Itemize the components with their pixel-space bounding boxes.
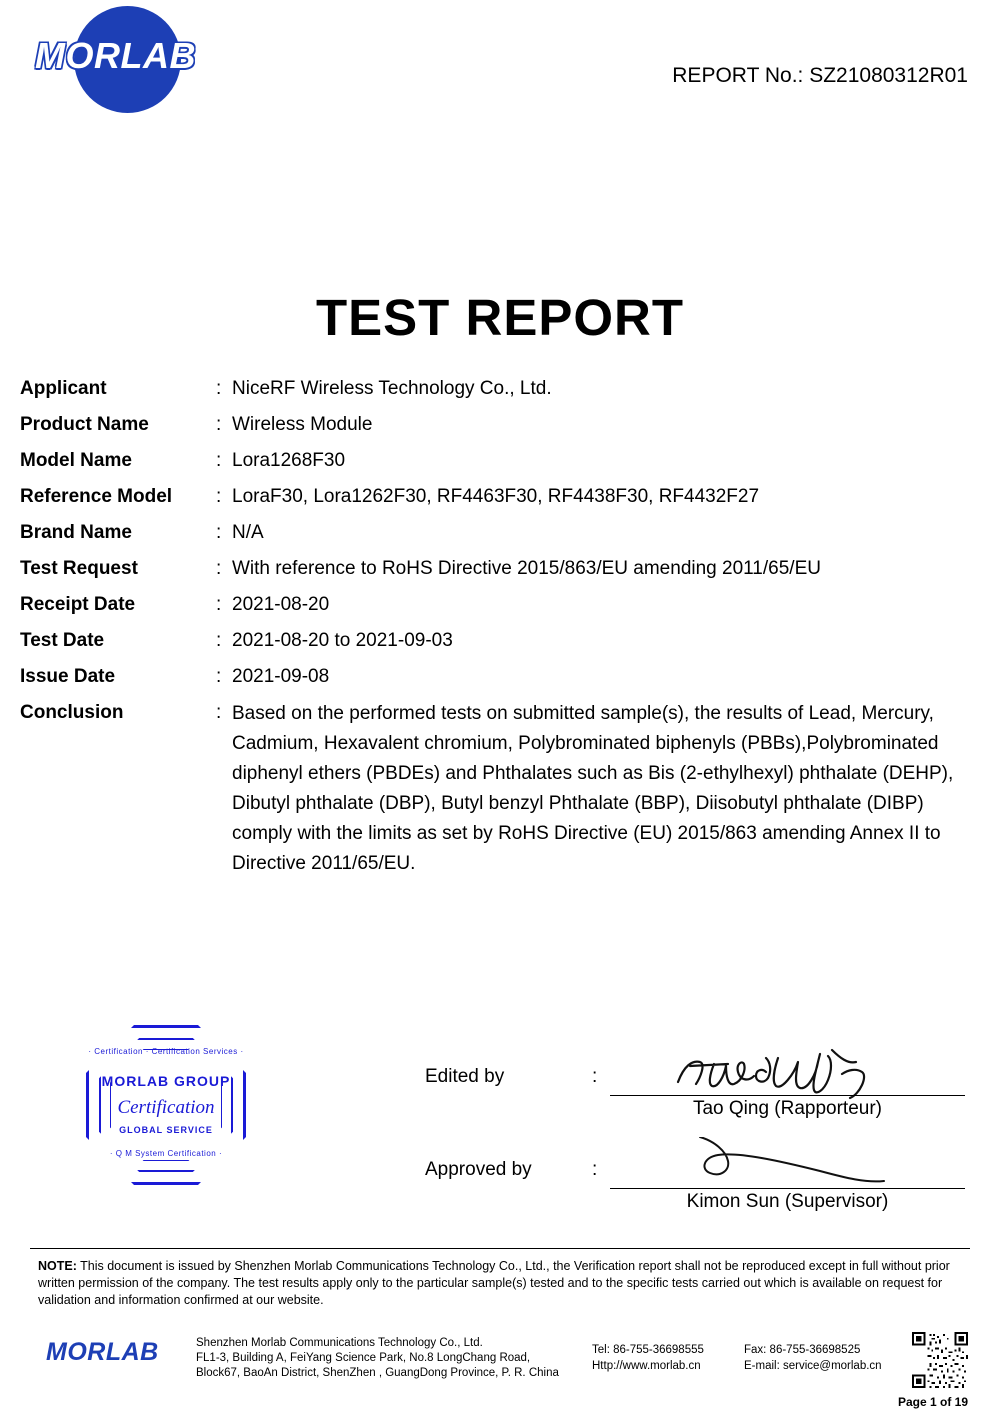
info-row-test-date [20,627,980,655]
info-value: LoraF30, Lora1262F30, RF4463F30, RF4438F30, RF4432F27 [232,486,760,507]
info-value: Based on the performed tests on submitted sample(s), the results of Lead, Mercury, Cadmium, Hexavalent chromium, Polybrominated biphenyls (PBBs),Polybrominated diphenyl ethers (PBDEs) and Phthalates such as Bis (2-ethylhexyl) phthalate (DEHP), Dibutyl phthalate (DBP), Butyl benzyl Phthalate (BBP), Diisobutyl phthalate (DIBP) comply with the limits as set by RoHS Directive (EU) 2015/863 amending Annex II to Directive 2011/65/EU. [232,703,954,874]
info-row-brand-name [20,519,980,547]
signature-area [0,1020,1000,1230]
note-separator [30,1248,970,1249]
edited-by-name: Tao Qing (Rapporteur) [692,1098,883,1119]
handwritten-signature-tao-qing [670,1044,910,1102]
info-value: 2021-08-20 [232,594,330,615]
info-colon: : [216,558,222,579]
info-label: Conclusion [20,702,124,723]
approved-by-line [610,1188,965,1189]
approved-by-colon: : [592,1159,598,1180]
signature-row-approved-by [425,1155,965,1215]
info-row-issue-date [20,663,980,691]
note-prefix: NOTE: [38,1259,77,1273]
stamp-arc-bottom-text: · Q M System Certification · [109,1149,223,1158]
edited-by-label: Edited by [425,1066,505,1087]
info-row-model-name [20,447,980,475]
note-block [38,1258,958,1309]
footer-email[interactable]: E-mail: service@morlab.cn [744,1360,882,1372]
info-value: N/A [232,522,264,543]
info-value: NiceRF Wireless Technology Co., Ltd. [232,378,552,399]
footer-contact [592,1342,882,1374]
stamp-global-text: GLOBAL SERVICE [119,1125,213,1135]
certification-stamp [86,1025,246,1185]
info-colon: : [216,702,222,723]
edited-by-colon: : [592,1066,598,1087]
info-row-test-request [20,555,980,583]
info-value: 2021-08-20 to 2021-09-03 [232,630,453,651]
page-title: TEST REPORT [315,289,685,346]
info-value: With reference to RoHS Directive 2015/863/EU amending 2011/65/EU [232,558,821,579]
report-number: REPORT No.: SZ21080312R01 [672,64,968,87]
footer-fax: Fax: 86-755-36698525 [744,1344,861,1356]
footer-address-line-2: FL1-3, Building A, FeiYang Science Park, No.8 LongChang Road, [196,1352,531,1364]
edited-by-line [610,1095,965,1096]
info-label: Reference Model [20,486,173,507]
info-value: Lora1268F30 [232,450,346,471]
stamp-arc-top-text: · Certification · Certification Services · [88,1047,244,1056]
info-colon: : [216,486,222,507]
info-row-applicant [20,375,980,403]
page-header [0,0,1000,130]
info-row-reference-model [20,483,980,511]
footer-tel: Tel: 86-755-36698555 [592,1344,704,1356]
stamp-main-text: MORLAB GROUP [101,1073,231,1089]
info-label: Applicant [20,378,107,399]
info-colon: : [216,378,222,399]
info-colon: : [216,522,222,543]
info-colon: : [216,414,222,435]
info-label: Model Name [20,450,132,471]
info-colon: : [216,594,222,615]
morlab-logo [28,6,203,118]
footer-address-line-1: Shenzhen Morlab Communications Technology Co., Ltd. [196,1337,483,1349]
info-colon: : [216,630,222,651]
footer-logo: MORLAB [46,1338,159,1366]
approved-by-label: Approved by [425,1159,532,1180]
info-label: Product Name [20,414,149,435]
footer-website[interactable]: Http://www.morlab.cn [592,1360,701,1372]
info-row-receipt-date [20,591,980,619]
info-value: Wireless Module [232,414,373,435]
info-label: Issue Date [20,666,116,687]
approved-by-name: Kimon Sun (Supervisor) [686,1191,889,1212]
page-number: Page 1 of 19 [897,1395,968,1409]
footer-address-line-3: Block67, BaoAn District, ShenZhen , GuangDong Province, P. R. China [196,1367,559,1379]
info-label: Test Request [20,558,138,579]
info-label: Brand Name [20,522,132,543]
info-label: Test Date [20,630,105,651]
note-text: This document is issued by Shenzhen Morlab Communications Technology Co., Ltd., the Verification report shall not be reproduced except in full without prior written permission of the company. The test results apply only to the particular sample(s) tested and to the specific tests carried out which is available on request for validation and information confirmed at our website. [38,1259,950,1307]
info-colon: : [216,450,222,471]
info-row-product-name [20,411,980,439]
qr-code-icon [912,1332,968,1388]
logo-wordmark: MORLAB [35,35,196,76]
page-footer [0,1330,1000,1413]
info-label: Receipt Date [20,594,136,615]
info-row-conclusion [20,699,980,879]
info-colon: : [216,666,222,687]
footer-address [196,1336,559,1381]
signature-row-edited-by [425,1062,965,1122]
info-value: 2021-09-08 [232,666,330,687]
report-info-table [20,375,980,887]
stamp-certification-text: Certification [117,1097,215,1118]
handwritten-signature-kimon-sun [670,1137,910,1195]
